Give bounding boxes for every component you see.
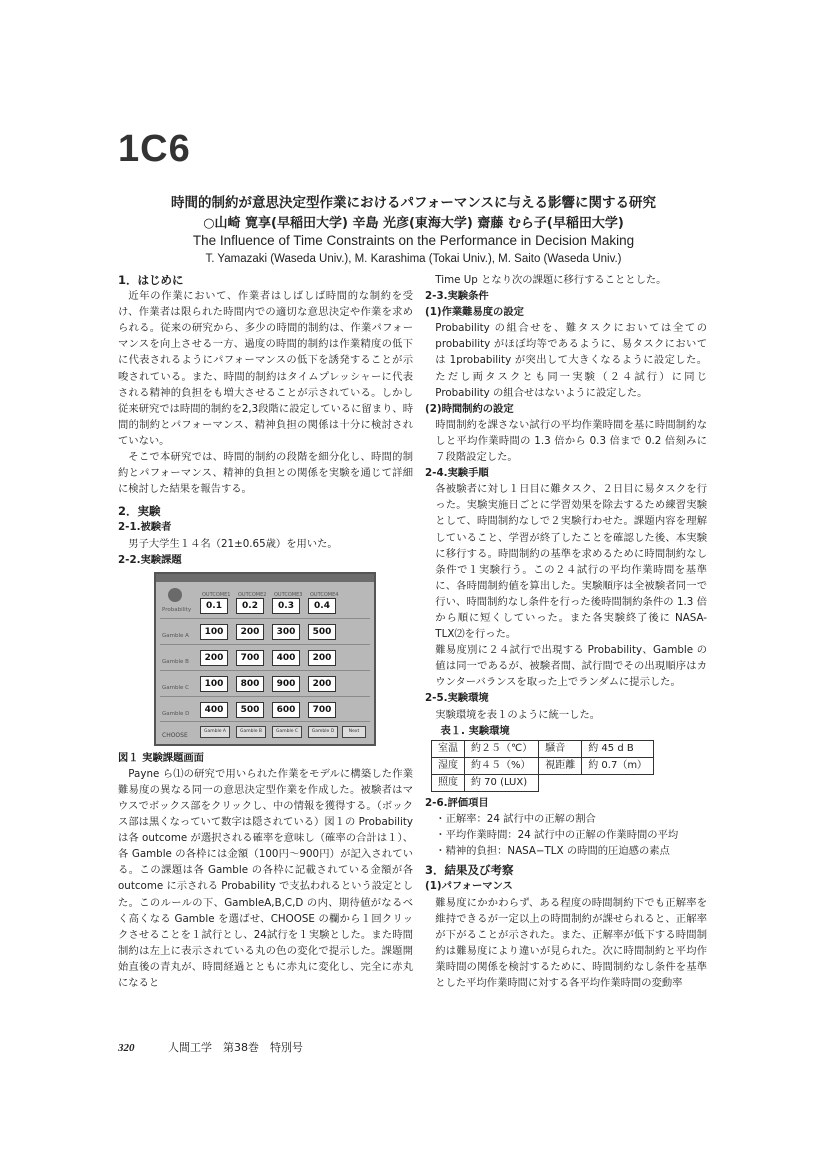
figure-cell: 400: [200, 702, 228, 718]
authors-japanese: ○山崎 寛享(早稲田大学) 辛島 光彦(東海大学) 齋藤 むら子(早稲田大学): [203, 216, 624, 231]
choose-gamble-d-button: Gamble D: [308, 726, 338, 738]
figure-experiment-screen: [154, 572, 376, 746]
outcome-header: OUTCOME2: [238, 591, 267, 598]
figure-cell: 700: [236, 650, 264, 666]
title-english: The Influence of Time Constraints on the Performance in Decision Making: [192, 233, 635, 248]
paragraph: 難易度にかかわらず、ある程度の時間制約下でも正解率を維持できるが一定以上の時間制約が課せられると、正解率が下がることが示された。また、正解率が低下する時間制約は難易度により違いが見られた。次に時間制約と平均作業時間の関係を検討するために、時間制約なし条件を基準とした平均作業時間に対する各平均作業時間の変動率: [435, 896, 707, 990]
title-japanese: 時間的制約が意思決定型作業におけるパフォーマンスに与える影響に関する研究: [171, 195, 656, 211]
row-label: Gamble C: [162, 684, 189, 691]
journal-name: 人間工学 第38巻 特別号: [168, 1041, 303, 1054]
paragraph: Time Up となり次の課題に移行することとした。: [435, 274, 667, 286]
table-cell: 騒音: [539, 740, 582, 757]
divider: [160, 644, 370, 645]
paragraph: 男子大学生１４名（21±0.65歳）を用いた。: [128, 537, 338, 550]
divider: [160, 618, 370, 619]
paragraph: 実験環境を表１のように統一した。: [435, 708, 601, 721]
paragraph: Probability の組合せを、難タスクにおいては全ての probability がほぼ均等であるように、易タスクにおいては 1probability が突出して大きくなるように設定した。ただし両タスクとも同一実験（２４試行）に同じ Probability の組合せはないように設定した。: [435, 322, 707, 399]
paragraph: 近年の作業において、作業者はしばしば時間的な制約を受け、作業者は限られた時間内での適切な意思決定や作業を求められる。従来の研究から、多少の時間的制約は、作業パフォーマンスを向上させる一方、過度の時間的制約は作業精度の低下に代表されるようにパフォーマンスの低下を誘発することが示唆されている。また、時間的制約はタイムプレッシャーに代表される精神的負担をも増大させることが示されている。しかし従来研究では時間的制約を2,3段階に設定しているに留まり、時間的制約とパフォーマンス、精神負担の関係は十分に検討されていない。: [118, 290, 413, 447]
paper-code: 1C6: [118, 128, 191, 170]
table-cell: 室温: [432, 740, 465, 757]
choose-gamble-a-button: Gamble A: [200, 726, 230, 738]
paragraph: 各被験者に対し１日目に難タスク、２日目に易タスクを行った。実験実施日ごとに学習効果を除去するため練習実験として、時間制約なしで２実験行わせた。課題内容を理解していること、学習が終了したことを確認した後、本実験に移行する。時間制約の基準を求めるために時間制約なし条件で１実験行う。この２４試行の平均作業時間を基準に、各時間制約値を算出した。実験順序は全被験者同一で行い、時間制約なし条件を行った後時間制約条件の 1.3 倍から順に短くしていった。また各実験終了後に NASA-TLX⑵を行った。: [435, 483, 707, 641]
subsection-heading: (2)時間制約の設定: [425, 402, 514, 415]
subsection-heading: (1)作業難易度の設定: [425, 306, 524, 319]
table-cell: 約４５（%）: [465, 757, 539, 774]
paragraph: そこで本研究では、時間的制約の段階を細分化し、時間的制約とパフォーマンス、精神的負担との関係を実験を通じて詳細に検討した結果を報告する。: [118, 451, 413, 496]
figure-cell: 0.1: [200, 598, 228, 614]
figure-cell: 200: [308, 650, 336, 666]
subsection-heading: 2-4.実験手順: [425, 467, 489, 480]
table-row: [432, 740, 654, 757]
figure-cell: 0.4: [308, 598, 336, 614]
subsection-heading: 2-5.実験環境: [425, 692, 489, 705]
divider: [160, 670, 370, 671]
subsection-heading: 2-2.実験課題: [118, 553, 182, 566]
subsection-heading: 2-1.被験者: [118, 521, 172, 534]
figure-cell: 200: [200, 650, 228, 666]
table-cell: 湿度: [432, 757, 465, 774]
figure-cell: 0.2: [236, 598, 264, 614]
table-row: [432, 774, 654, 791]
figure-caption: 図１ 実験課題画面: [118, 751, 204, 764]
figure-cell: 0.3: [272, 598, 300, 614]
bullet-item: ・精神的負担：NASA−TLX の時間的圧迫感の素点: [435, 845, 670, 858]
figure-cell: 600: [272, 702, 300, 718]
table-caption: 表１. 実験環境: [440, 724, 510, 737]
table-cell: 照度: [432, 774, 465, 791]
table-cell: 約２５（℃）: [465, 740, 539, 757]
figure-cell: 200: [308, 676, 336, 692]
row-label: Gamble D: [162, 710, 190, 717]
page-number: 320: [118, 1042, 135, 1054]
left-column: [118, 272, 413, 991]
outcome-header: OUTCOME4: [310, 591, 339, 598]
figure-cell: 100: [200, 624, 228, 640]
divider: [160, 721, 370, 722]
paragraph: 難易度別に２４試行で出現する Probability、Gamble の値は同一であるが、被験者間、試行間でその出現順序はカウンターバランスを取った上でランダムに提示した。: [435, 644, 707, 689]
figure-cell: 300: [272, 624, 300, 640]
row-label: Gamble B: [162, 658, 189, 665]
next-button: Next: [342, 726, 366, 738]
table-cell: 約 70 (LUX): [465, 774, 539, 791]
figure-cell: 200: [236, 624, 264, 640]
choose-gamble-c-button: Gamble C: [272, 726, 302, 738]
row-label: Gamble A: [162, 632, 189, 639]
table-row: [432, 757, 654, 774]
subsection-heading: 2-6.評価項目: [425, 797, 489, 809]
choose-gamble-b-button: Gamble B: [236, 726, 266, 738]
authors-english: T. Yamazaki (Waseda Univ.), M. Karashima (Tokai Univ.), M. Saito (Waseda Univ.): [205, 253, 622, 265]
window-titlebar: [156, 574, 374, 582]
row-label: Probability: [162, 606, 192, 613]
subsection-heading: 2-3.実験条件: [425, 290, 489, 303]
environment-table: [431, 740, 654, 792]
figure-cell: 500: [308, 624, 336, 640]
figure-cell: 500: [236, 702, 264, 718]
figure-cell: 900: [272, 676, 300, 692]
outcome-header: OUTCOME3: [274, 591, 303, 598]
section-heading: 3．結果及び考察: [425, 863, 514, 878]
divider: [160, 696, 370, 697]
bullet-item: ・平均作業時間：24 試行中の正解の作業時間の平均: [435, 829, 679, 842]
figure-cell: 700: [308, 702, 336, 718]
figure-cell: 400: [272, 650, 300, 666]
section-heading: 2．実験: [118, 504, 161, 519]
figure-cell: 100: [200, 676, 228, 692]
table-cell: 約 45 d B: [582, 740, 654, 757]
paragraph: 時間制約を課さない試行の平均作業時間を基に時間制約なしと平均作業時間の 1.3 倍から 0.3 倍まで 0.2 倍刻みに７段階設定した。: [435, 418, 707, 464]
right-column: [425, 272, 707, 991]
time-indicator-circle: [168, 588, 182, 602]
figure-cell: 800: [236, 676, 264, 692]
table-cell: 約 0.7（m）: [582, 757, 654, 774]
subsection-heading: (1)パフォーマンス: [425, 880, 513, 893]
table-cell: 視距離: [539, 757, 582, 774]
bullet-item: ・正解率：24 試行中の正解の割合: [435, 813, 596, 826]
page-footer: [118, 1039, 303, 1055]
choose-label: CHOOSE: [162, 731, 188, 739]
section-heading: 1．はじめに: [118, 273, 184, 287]
paragraph: Payne ら⑴の研究で用いられた作業をモデルに構築した作業難易度の異なる同一の意思決定型作業を作成した。被験者はマウスでボックス部をクリックし、中の情報を獲得する。（ボックス部は黒くなっていて数字は隠されている）図１の Probability は各 outcome が選択される確率を意味し（確率の合計は１）、各 Gamble の各枠には金額（100円〜900円）が記入されている。この課題は各 Gamble の各枠に記載されている金額が各 outcome に示される Probability で支払われるという設定とした。このルールの下、GambleA,B,C,D の内、期待値がなるべく高くなる Gamble を選ばせ、CHOOSE の欄から１回クリックさせることを１試行とし、24試行を１実験とした。また時間制約は左上に表示されている丸の色の変化で提示した。課題開始直後の青丸が、時間経過とともに赤丸に変化し、完全に赤丸になると: [118, 767, 413, 989]
outcome-header: OUTCOME1: [202, 591, 231, 598]
